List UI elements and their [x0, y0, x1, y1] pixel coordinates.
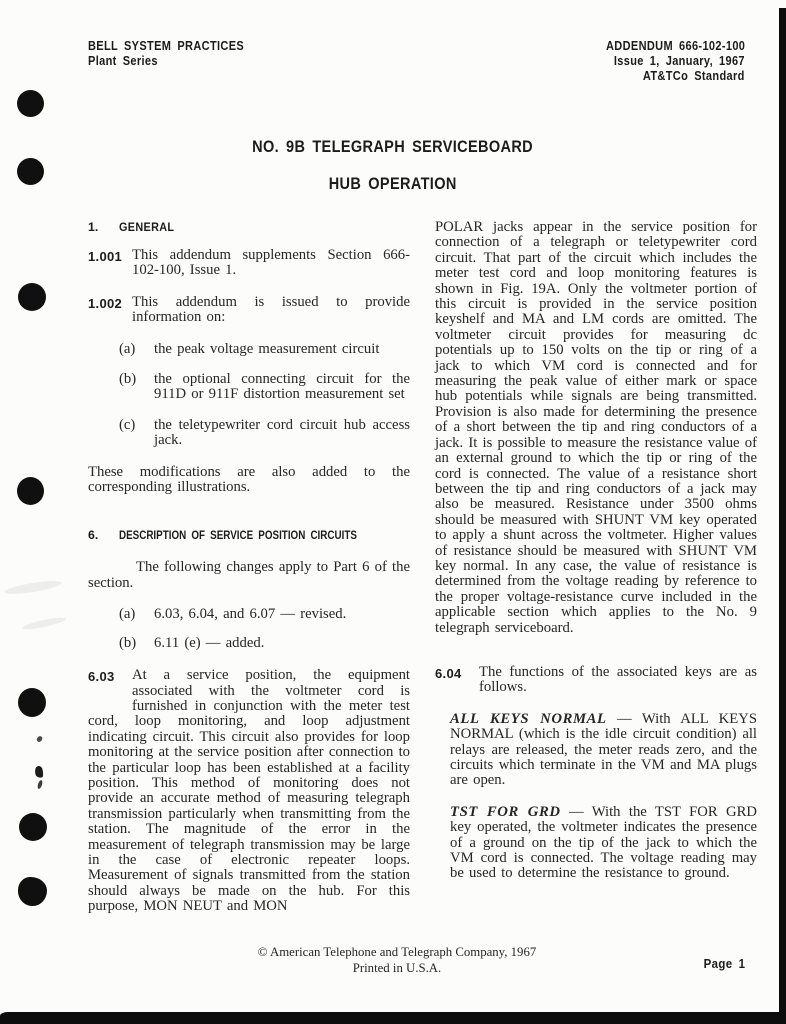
punch-hole [18, 688, 46, 717]
section-1-title: GENERAL [119, 220, 175, 234]
section-6-heading [88, 528, 410, 543]
list-item-marker: (c) [119, 416, 136, 433]
page-number [698, 956, 745, 971]
section-1-closing: These modifications are also added to the corresponding illustrations. [88, 463, 410, 496]
copyright-notice: © American Telephone and Telegraph Company, 1967 [257, 945, 537, 959]
paragraph-604-text: The functions of the associated keys are as follows. [479, 663, 757, 696]
series-subtitle: Plant Series [88, 54, 158, 68]
punch-hole [18, 877, 47, 906]
key-name: TST FOR GRD [450, 803, 561, 820]
printed-notice: Printed in U.S.A. [352, 960, 442, 975]
list-item-a [88, 607, 410, 622]
list-item-b [88, 636, 410, 651]
ink-speck [36, 735, 43, 743]
section-1-number: 1. [88, 220, 99, 234]
paragraph-603-number: 6.03 [88, 669, 115, 685]
punch-hole [19, 813, 47, 841]
scan-edge-bottom [0, 1012, 786, 1024]
key-description-text: — With the TST FOR GRD key operated, the voltmeter indicates the presence of a ground on the tip of the jack to which the VM cord is connected. The voltage reading may be used to determine the resistance to ground. [450, 803, 758, 882]
punch-hole [17, 90, 44, 117]
paragraph-1001 [88, 248, 410, 279]
section-6-number: 6. [88, 528, 99, 543]
list-item-text: 6.11 (e) — added. [154, 634, 265, 651]
series-title: BELL SYSTEM PRACTICES [88, 39, 245, 53]
list-item-text: the optional connecting circuit for the 911D or 911F distortion measurement set [154, 371, 410, 403]
list-item-marker: (a) [119, 340, 136, 357]
paragraph-604 [435, 665, 757, 696]
list-item-marker: (a) [119, 606, 136, 623]
key-description-tst-for-grd [450, 805, 757, 882]
paragraph-1002-text: This addendum is issued to provide information on: [132, 293, 410, 326]
scan-smudge [4, 579, 63, 597]
paragraph-1001-text: This addendum supplements Section 666-102-100, Issue 1. [132, 247, 410, 279]
left-column [88, 220, 410, 915]
paragraph-603 [88, 668, 410, 915]
list-item-b [88, 372, 410, 403]
list-item-c [88, 418, 410, 449]
scan-edge-right [779, 8, 786, 1024]
page-number-label: Page 1 [703, 956, 745, 971]
ink-blot [37, 780, 44, 790]
document-header-left [88, 39, 265, 69]
page-title-line1: NO. 9B TELEGRAPH SERVICEBOARD [252, 138, 534, 156]
paragraph-603-continuation: POLAR jacks appear in the service position for connection of a telegraph or teletypewriter cord circuit. That part of the circuit which includes the meter test cord and loop monitoring features is shown in Fig. 19A. Only the voltmeter portion of this circuit is provided in the service position keyshelf and MA and LM cords are omitted. The voltmeter circuit provides for measuring dc potentials up to 150 volts on the tip or ring of a jack to which VM cord is connected and for measuring the peak value of either mark or space hub potentials while signals are being transmitted. Provision is also made for determining the presence of a short between the tip and ring conductors of a jack. It is possible to measure the resistance value of an external ground to which the tip or ring of the cord is connected. The value of a resistance short between the tip and ring conductors of a jack may also be measured. Resistance under 3500 ohms should be measured with SHUNT VM key operated to apply a shunt across the voltmeter. Higher values of resistance should be measured with SHUNT VM key normal. In any case, the value of resistance is determined from the voltage reading by reference to the proper voltage-resistance curve included in the applicable section which applies to the No. 9 telegraph serviceboard. [435, 219, 757, 636]
punch-hole [18, 283, 46, 311]
list-item-text: 6.03, 6.04, and 6.07 — revised. [154, 606, 347, 623]
list-item-text: the peak voltage measurement circuit [154, 340, 380, 357]
standard-label: AT&TCo Standard [643, 69, 745, 83]
scan-smudge [22, 616, 66, 632]
punch-hole [17, 477, 44, 505]
paragraph-1002 [88, 295, 410, 326]
list-item-marker: (b) [119, 371, 137, 388]
list-item-marker: (b) [119, 634, 137, 651]
paragraph-1001-number: 1.001 [88, 249, 123, 264]
list-item-a [88, 342, 410, 357]
section-1-heading [88, 220, 410, 235]
document-header-right [587, 39, 745, 84]
section-6-title: DESCRIPTION OF SERVICE POSITION CIRCUITS [119, 528, 357, 543]
ink-blot [34, 765, 45, 779]
page-title [0, 138, 786, 157]
right-column [435, 220, 757, 882]
footer [100, 945, 694, 976]
list-item-text: the teletypewriter cord circuit hub access jack. [154, 416, 410, 449]
addendum-number: ADDENDUM 666-102-100 [605, 39, 745, 53]
page-subtitle [0, 175, 786, 194]
page-title-line2: HUB OPERATION [329, 175, 457, 193]
issue-date: Issue 1, January, 1967 [613, 54, 745, 68]
section-6-intro: The following changes apply to Part 6 of the section. [88, 559, 410, 591]
key-description-text: — With ALL KEYS NORMAL (which is the idle circuit condition) all relays are released, the meter reads zero, and the circuits which terminate in the VM and MA plugs are open. [450, 710, 757, 789]
key-name: ALL KEYS NORMAL [450, 710, 607, 727]
key-description-all-keys-normal [450, 712, 757, 789]
paragraph-1002-number: 1.002 [88, 295, 123, 311]
paragraph-604-number: 6.04 [435, 665, 462, 681]
paragraph-603-text: At a service position, the equipment associated with the voltmeter cord is furnished in conjunction with the meter test cord, loop monitoring, and loop adjustment indicating circuit. This circuit also provides for loop monitoring at the service position after connection to the particular loop has been established at a facility position. This method of monitoring does not provide an accurate method of measuring telegraph transmission particularly when transmitting from the station. The magnitude of the error in the measurement of telegraph transmission may be large in the case of electronic repeater loops. Measurement of signals transmitted from the station should always be made on the hub. For this purpose, MON NEUT and MON [88, 667, 410, 915]
